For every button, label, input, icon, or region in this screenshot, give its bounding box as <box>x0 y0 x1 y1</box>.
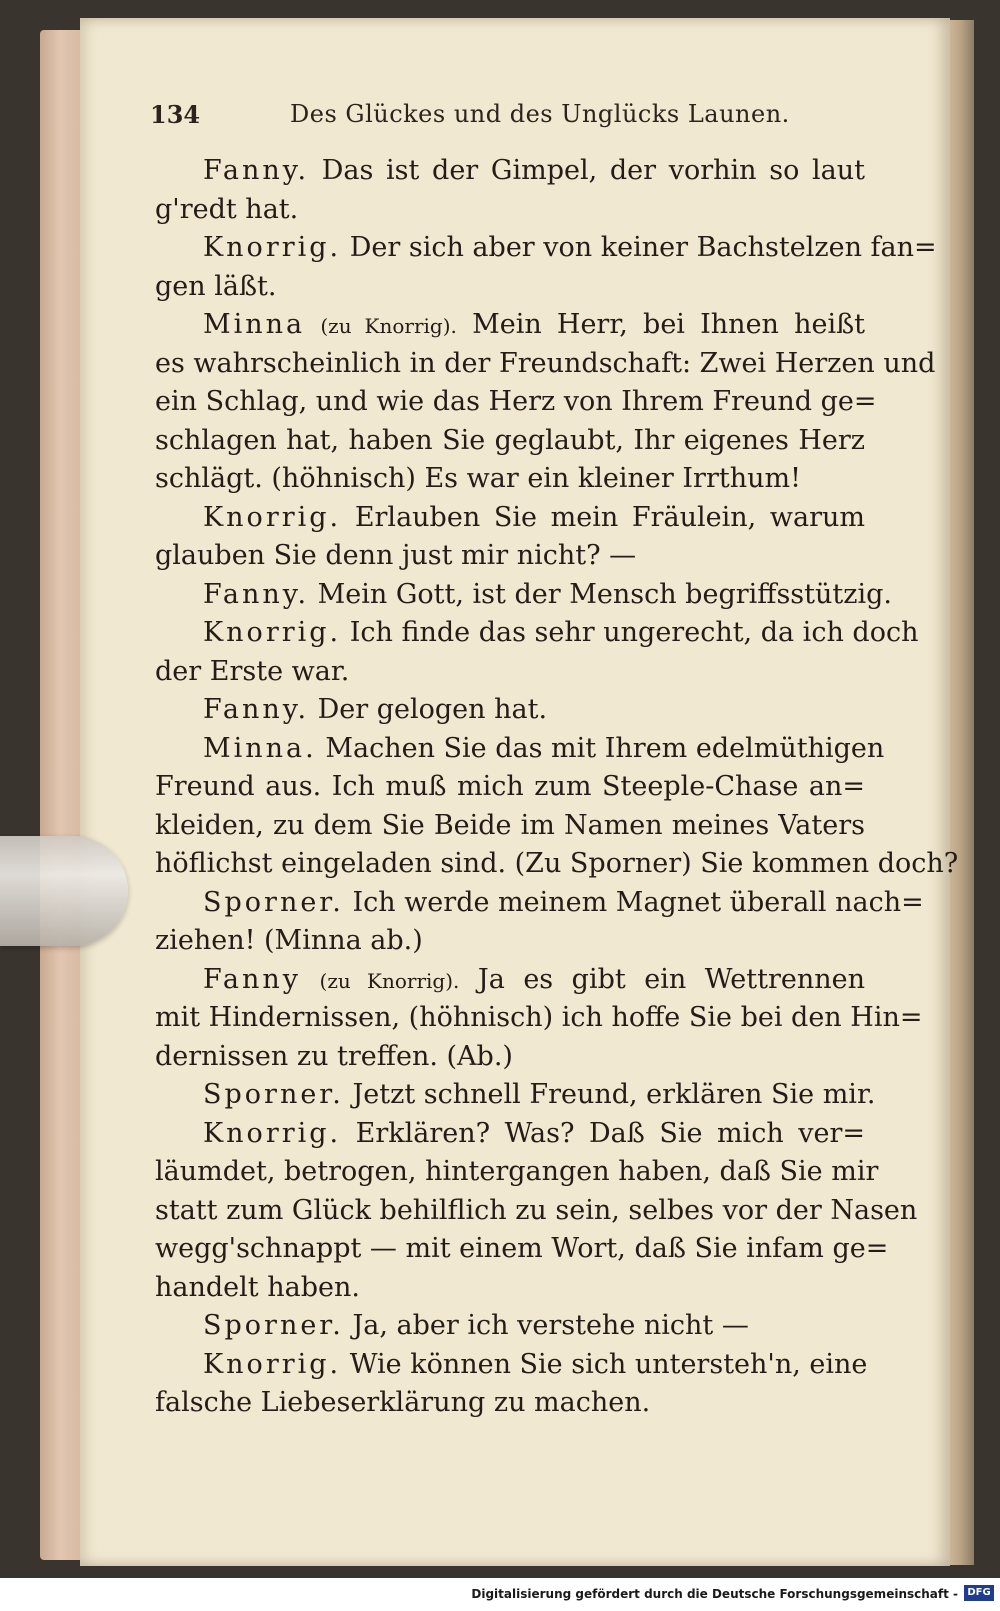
line-text: kleiden, zu dem Sie Beide im Namen meines Vaters <box>155 809 865 841</box>
text-line <box>155 383 877 422</box>
speaker-name: Knorrig. <box>203 1348 342 1380</box>
text-line <box>155 614 919 653</box>
speaker-name: Knorrig. <box>203 232 342 263</box>
text-line <box>155 306 865 345</box>
speaker-name: Sporner. <box>203 1079 344 1110</box>
line-text: gen läßt. <box>155 270 277 302</box>
speaker-name: Sporner. <box>203 886 344 918</box>
text-line <box>155 1192 918 1231</box>
text-line <box>155 1384 865 1423</box>
line-text: schlagen hat, haben Sie geglaubt, Ihr eigenes Herz <box>155 424 865 456</box>
text-line <box>155 1038 865 1077</box>
line-text: dernissen zu treffen. (Ab.) <box>155 1040 513 1072</box>
text-line <box>155 1115 865 1154</box>
line-text: handelt haben. <box>155 1271 360 1303</box>
line-text: Der gelogen hat. <box>317 694 548 725</box>
play-text-block <box>155 152 959 1423</box>
line-text: wegg'schnappt — mit einem Wort, daß Sie infam ge= <box>155 1233 889 1264</box>
text-line <box>155 460 865 499</box>
digitization-footer <box>0 1578 1000 1611</box>
line-text: der Erste war. <box>155 655 350 687</box>
line-text: Ich finde das sehr ungerecht, da ich doch <box>349 617 919 648</box>
speaker-name: Knorrig. <box>203 1117 342 1149</box>
text-line <box>155 268 865 307</box>
text-line <box>155 691 865 730</box>
speaker-name: Fanny. <box>203 694 310 725</box>
line-text: Erklären? Was? Daß Sie mich ver= <box>355 1117 865 1149</box>
running-title: Des Glückes und des Unglücks Launen. <box>290 100 790 128</box>
speaker-name: Minna <box>203 309 306 340</box>
line-text: ein Schlag, und wie das Herz von Ihrem Freund ge= <box>155 386 877 417</box>
holding-clip <box>0 836 128 946</box>
text-line <box>155 1307 865 1346</box>
text-line <box>155 229 937 268</box>
line-text: Mein Herr, bei Ihnen heißt <box>472 309 866 340</box>
line-text: schlägt. (höhnisch) Es war ein kleiner Irrthum! <box>155 463 801 494</box>
speaker-name: Fanny <box>203 963 302 995</box>
text-line <box>155 1076 876 1115</box>
line-text: Erlauben Sie mein Fräulein, warum <box>354 501 866 533</box>
dfg-logo-icon: DFG <box>964 1585 994 1601</box>
text-line <box>155 807 865 846</box>
text-line <box>155 884 924 923</box>
text-line <box>155 1153 879 1192</box>
line-text: höflichst eingeladen sind. (Zu Sporner) Sie kommen doch? <box>155 848 959 879</box>
text-line <box>155 1230 889 1269</box>
line-text: Der sich aber von keiner Bachstelzen fan= <box>349 232 937 263</box>
line-text: mit Hindernissen, (höhnisch) ich hoffe Sie bei den Hin= <box>155 1002 923 1033</box>
line-text: statt zum Glück behilflich zu sein, selbes vor der Nasen <box>155 1194 918 1226</box>
text-line <box>155 1346 868 1385</box>
line-text: läumdet, betrogen, hintergangen haben, daß Sie mir <box>155 1156 879 1187</box>
line-text: Wie können Sie sich untersteh'n, eine <box>349 1348 868 1380</box>
line-text: Machen Sie das mit Ihrem edelmüthigen <box>325 732 885 764</box>
speaker-name: Fanny. <box>203 578 310 610</box>
line-text: ziehen! (Minna ab.) <box>155 925 423 956</box>
text-line <box>155 653 865 692</box>
text-line <box>155 768 865 807</box>
speaker-name: Fanny. <box>203 155 310 186</box>
text-line <box>155 345 936 384</box>
text-line <box>155 422 865 461</box>
text-line <box>155 922 865 961</box>
funding-credit: Digitalisierung gefördert durch die Deutsche Forschungsgemeinschaft - <box>471 1587 958 1601</box>
line-text: Mein Gott, ist der Mensch begriffsstützig. <box>317 578 892 610</box>
stage-direction: (zu Knorrig). <box>319 968 460 993</box>
line-text: Das ist der Gimpel, der vorhin so laut <box>321 155 865 186</box>
line-text: falsche Liebeserklärung zu machen. <box>155 1387 651 1418</box>
text-line <box>155 961 865 1000</box>
speaker-name: Knorrig. <box>203 501 342 533</box>
line-text: Ja, aber ich verstehe nicht — <box>352 1310 749 1341</box>
text-line <box>155 999 923 1038</box>
page-header <box>150 100 870 136</box>
line-text: Jetzt schnell Freund, erklären Sie mir. <box>352 1079 876 1110</box>
text-line <box>155 191 865 230</box>
stage-direction: (zu Knorrig). <box>320 314 457 338</box>
text-line <box>155 152 865 191</box>
text-line <box>155 845 959 884</box>
speaker-name: Sporner. <box>203 1310 344 1341</box>
line-text: Ja es gibt ein Wettrennen <box>477 963 865 995</box>
text-line <box>155 1269 865 1308</box>
text-line <box>155 537 865 576</box>
line-text: Ich werde meinem Magnet überall nach= <box>352 886 924 918</box>
speaker-name: Minna. <box>203 732 317 764</box>
line-text: Freund aus. Ich muß mich zum Steeple-Chase an= <box>155 771 865 802</box>
text-line <box>155 730 885 769</box>
text-line <box>155 576 892 615</box>
speaker-name: Knorrig. <box>203 617 342 648</box>
line-text: g'redt hat. <box>155 193 299 225</box>
text-line <box>155 499 865 538</box>
page-number: 134 <box>150 100 201 129</box>
line-text: glauben Sie denn just mir nicht? — <box>155 540 637 571</box>
line-text: es wahrscheinlich in der Freundschaft: Zwei Herzen und <box>155 347 936 379</box>
